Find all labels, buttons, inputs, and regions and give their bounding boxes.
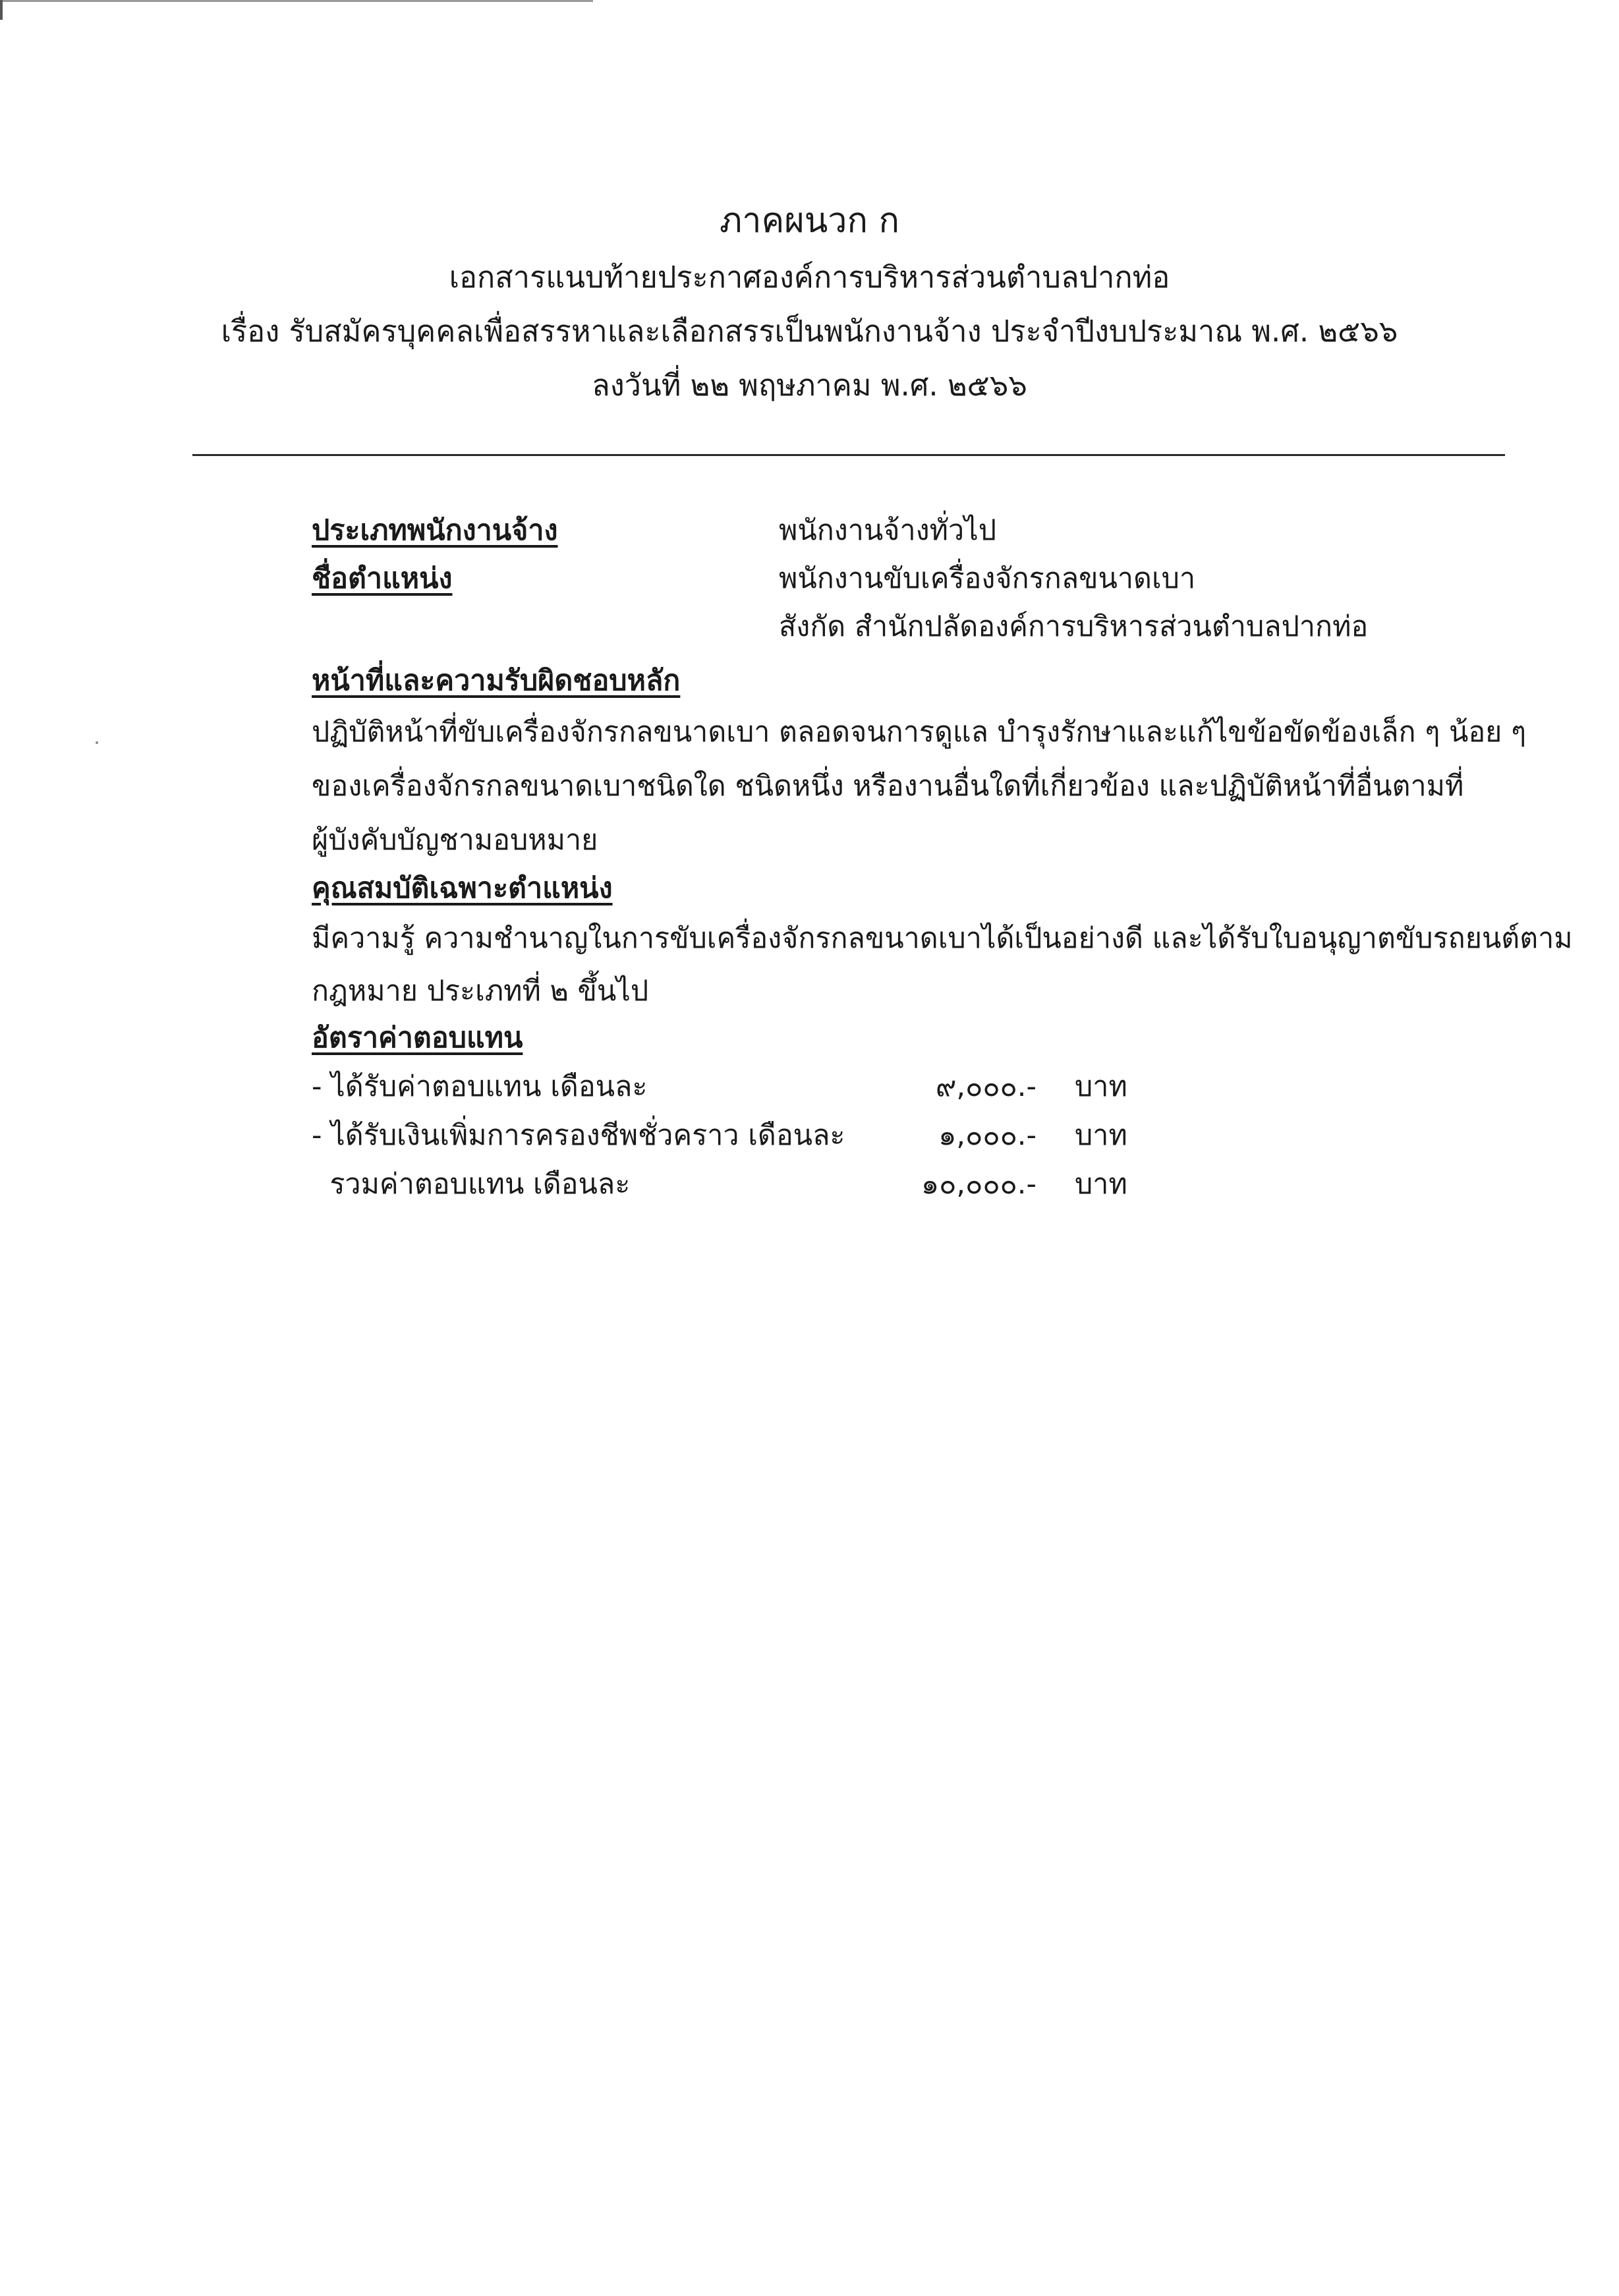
compensation-total-label: รวมค่าตอบแทน เดือนละ — [312, 1168, 631, 1201]
compensation-row — [312, 1112, 1234, 1159]
position-label: ชื่อตำแหน่ง — [312, 562, 453, 595]
compensation-amount: ๙,๐๐๐.- — [935, 1070, 1037, 1103]
scan-edge-left — [0, 0, 3, 20]
scan-speck — [96, 741, 98, 744]
announcement-date-line: ลงวันที่ ๒๒ พฤษภาคม พ.ศ. ๒๕๖๖ — [592, 368, 1027, 403]
compensation-unit: บาท — [1075, 1070, 1127, 1103]
compensation-unit: บาท — [1075, 1119, 1127, 1152]
header-divider — [192, 454, 1505, 456]
duties-line: ผู้บังคับบัญชามอบหมาย — [312, 824, 598, 857]
position-row — [312, 556, 1498, 602]
qualifications-paragraph — [312, 915, 1573, 1014]
announcement-attachment-line: เอกสารแนบท้ายประกาศองค์การบริหารส่วนตำบลปากท่อ — [449, 260, 1170, 295]
compensation-unit: บาท — [1075, 1168, 1127, 1201]
employee-type-label: ประเภทพนักงานจ้าง — [312, 514, 558, 547]
employee-type-value: พนักงานจ้างทั่วไป — [779, 514, 997, 547]
compensation-label: - ได้รับเงินเพิ่มการครองชีพชั่วคราว เดือนละ — [312, 1119, 845, 1152]
position-value: พนักงานขับเครื่องจักรกลขนาดเบา — [779, 562, 1196, 595]
compensation-total-amount: ๑๐,๐๐๐.- — [921, 1168, 1037, 1201]
compensation-row — [312, 1064, 1234, 1110]
compensation-amount: ๑,๐๐๐.- — [938, 1119, 1037, 1152]
compensation-total-row — [312, 1161, 1234, 1207]
affiliation-value: สังกัด สำนักปลัดองค์การบริหารส่วนตำบลปากท่อ — [779, 610, 1369, 643]
qualifications-heading: คุณสมบัติเฉพาะตำแหน่ง — [312, 872, 613, 905]
scan-edge-top — [0, 0, 593, 2]
qualifications-line: มีความรู้ ความชำนาญในการขับเครื่องจักรกลขนาดเบาได้เป็นอย่างดี และได้รับใบอนุญาตขับรถยนต์ตาม — [312, 922, 1573, 955]
announcement-subject-line: เรื่อง รับสมัครบุคคลเพื่อสรรหาและเลือกสรรเป็นพนักงานจ้าง ประจำปีงบประมาณ พ.ศ. ๒๕๖๖ — [221, 314, 1398, 349]
duties-line: ของเครื่องจักรกลขนาดเบาชนิดใด ชนิดหนึ่ง หรืองานอื่นใดที่เกี่ยวข้อง และปฏิบัติหน้าที่อื่นตามที่ — [312, 770, 1464, 803]
affiliation-row — [312, 604, 1498, 650]
document-header — [0, 191, 1619, 413]
duties-line: ปฏิบัติหน้าที่ขับเครื่องจักรกลขนาดเบา ตลอดจนการดูแล บำรุงรักษาและแก้ไขข้อขัดข้องเล็ก ๆ น้อย ๆ — [312, 716, 1527, 749]
compensation-heading: อัตราค่าตอบแทน — [312, 1021, 523, 1054]
qualifications-line: กฎหมาย ประเภทที่ ๒ ขึ้นไป — [312, 975, 649, 1008]
appendix-title: ภาคผนวก ก — [720, 201, 899, 241]
employee-type-row — [312, 507, 1498, 554]
duties-paragraph — [312, 709, 1527, 863]
compensation-label: - ได้รับค่าตอบแทน เดือนละ — [312, 1070, 648, 1103]
duties-heading: หน้าที่และความรับผิดชอบหลัก — [312, 664, 681, 697]
